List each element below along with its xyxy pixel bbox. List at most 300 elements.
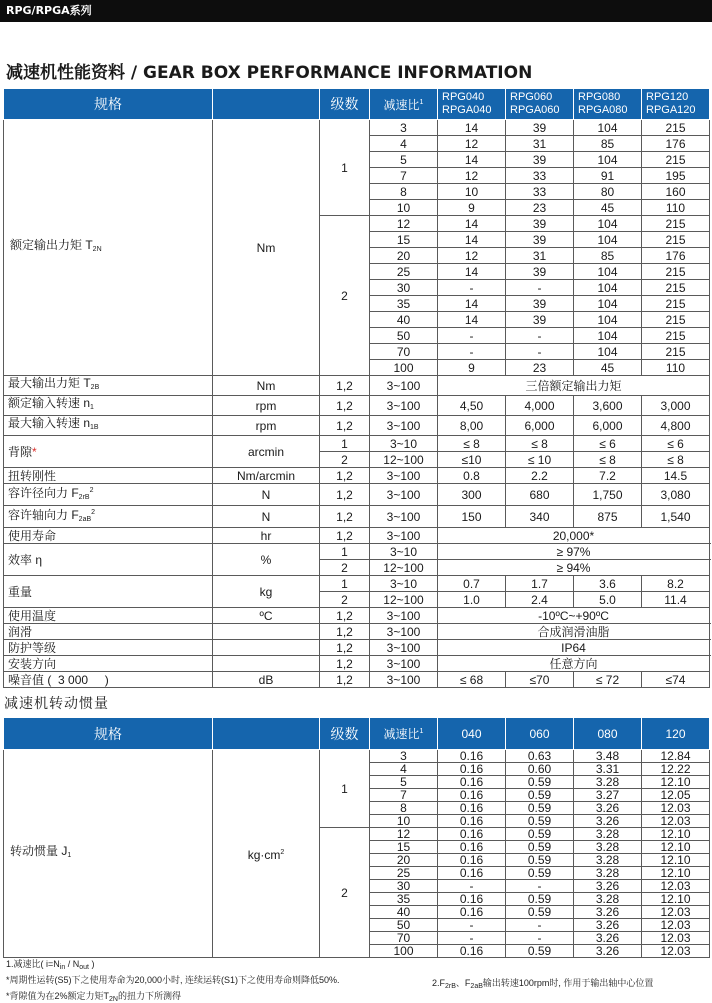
ratio-cell: 7	[370, 789, 438, 802]
value-cell: 39	[506, 216, 574, 232]
value-cell: 23	[506, 200, 574, 216]
lubrication-row	[4, 624, 710, 640]
ratio-cell: 3~10	[370, 576, 438, 592]
value-cell: 875	[574, 506, 642, 528]
value-cell: 1,540	[642, 506, 710, 528]
max-speed-unit: rpm	[213, 416, 320, 436]
temperature-row	[4, 608, 710, 624]
value-cell: 3.26	[574, 906, 642, 919]
stage-cell: 1	[320, 544, 370, 560]
value-cell: 300	[438, 484, 506, 506]
value-cell: 0.59	[506, 893, 574, 906]
value-cell: 3,080	[642, 484, 710, 506]
ratio-cell: 12~100	[370, 592, 438, 608]
ratio-cell: 4	[370, 136, 438, 152]
value-cell: 215	[642, 264, 710, 280]
value-cell: 12	[438, 168, 506, 184]
service-life-row	[4, 528, 710, 544]
ratio-cell: 3~100	[370, 656, 438, 672]
value-cell: -	[438, 328, 506, 344]
value-cell: 104	[574, 280, 642, 296]
stage-cell: 1	[320, 750, 370, 828]
value-cell: 3.28	[574, 828, 642, 841]
performance-header-row	[4, 89, 710, 120]
value-cell: 680	[506, 484, 574, 506]
value-cell: 12.03	[642, 919, 710, 932]
inertia-header-size-040: 040	[438, 718, 506, 750]
value-cell: 2.4	[506, 592, 574, 608]
protection-unit	[213, 640, 320, 656]
value-cell: 215	[642, 232, 710, 248]
max-torque-label: 最大输出力矩 $T_{2B}$	[4, 376, 213, 396]
stage-cell: 1,2	[320, 608, 370, 624]
value-cell: 104	[574, 232, 642, 248]
value-cell: 0.16	[438, 841, 506, 854]
stage-cell: 1,2	[320, 656, 370, 672]
efficiency-unit: %	[213, 544, 320, 576]
value-cell: 150	[438, 506, 506, 528]
mounting-row	[4, 656, 710, 672]
stage-cell: 1	[320, 120, 370, 216]
ratio-cell: 3~10	[370, 436, 438, 452]
efficiency-row	[4, 544, 710, 560]
inertia-header-size-060: 060	[506, 718, 574, 750]
mounting-unit	[213, 656, 320, 672]
stiffness-unit: Nm/arcmin	[213, 468, 320, 484]
value-cell: 176	[642, 248, 710, 264]
stage-cell: 1,2	[320, 468, 370, 484]
value-cell: 0.59	[506, 867, 574, 880]
inertia-header-spec-2	[213, 718, 320, 750]
value-cell: 215	[642, 344, 710, 360]
backlash-unit: arcmin	[213, 436, 320, 468]
header-model-120: RPG120 RPGA120	[642, 89, 710, 120]
value-cell: 104	[574, 312, 642, 328]
value-cell: 3.28	[574, 893, 642, 906]
value-cell: 215	[642, 312, 710, 328]
value-cell: 9	[438, 200, 506, 216]
series-label: RPG/RPGA系列	[6, 4, 92, 17]
ratio-cell: 3~10	[370, 544, 438, 560]
value-cell: 0.63	[506, 750, 574, 763]
value-cell: 3.28	[574, 841, 642, 854]
stage-cell: 1,2	[320, 376, 370, 396]
value-cell: 215	[642, 216, 710, 232]
value-cell: 14	[438, 120, 506, 136]
value-cell: 5.0	[574, 592, 642, 608]
ratio-cell: 25	[370, 264, 438, 280]
value-cell: 0.59	[506, 906, 574, 919]
inertia-header-ratio: 减速比$^1$	[370, 718, 438, 750]
value-cell: 3.26	[574, 815, 642, 828]
value-cell: 12.03	[642, 880, 710, 893]
value-cell: 14	[438, 216, 506, 232]
inertia-section-title: 减速机转动惯量	[4, 696, 109, 712]
value-cell: 12.03	[642, 802, 710, 815]
value-cell: 0.59	[506, 945, 574, 958]
value-cell: 104	[574, 344, 642, 360]
value-cell: 14	[438, 152, 506, 168]
ratio-cell: 12	[370, 216, 438, 232]
value-cell: 3.28	[574, 867, 642, 880]
stage-cell: 1,2	[320, 672, 370, 688]
value-cell: -	[506, 344, 574, 360]
value-cell: 10	[438, 184, 506, 200]
value-cell: 0.16	[438, 828, 506, 841]
stiffness-row	[4, 468, 710, 484]
inertia-header-row	[4, 718, 710, 750]
ratio-cell: 35	[370, 893, 438, 906]
header-ratio: 减速比$^1$	[370, 89, 438, 120]
note-ratio: 1.减速比( $i=N_{in} / N_{out}$ )	[6, 959, 95, 971]
value-cell: 8,00	[438, 416, 506, 436]
value-cell: 0.7	[438, 576, 506, 592]
value-cell: 3.26	[574, 802, 642, 815]
ratio-cell: 3~100	[370, 528, 438, 544]
stage-cell: 2	[320, 828, 370, 958]
value-cell: 3.26	[574, 919, 642, 932]
radial-force-label: 容许径向力 $F_{2rB}^2$	[4, 484, 213, 506]
value-cell: 9	[438, 360, 506, 376]
value-cell: 215	[642, 296, 710, 312]
inertia-unit: $kg\cdot cm^2$	[213, 750, 320, 958]
header-stage: 级数	[320, 89, 370, 120]
noise-row	[4, 672, 710, 688]
ratio-cell: 8	[370, 184, 438, 200]
efficiency-label: 效率 η	[4, 544, 213, 576]
value-cell: 160	[642, 184, 710, 200]
lubrication-label: 润滑	[4, 624, 213, 640]
ratio-cell: 12~100	[370, 560, 438, 576]
value-cell: 3,000	[642, 396, 710, 416]
note-force: $2.F_{2rB}$、$F_{2aB}$输出转速100rpm时, 作用于输出轴中心位置	[432, 978, 654, 990]
stage-cell: 2	[320, 452, 370, 468]
rated-speed-unit: rpm	[213, 396, 320, 416]
value-cell: ≤10	[438, 452, 506, 468]
value-cell: 12.03	[642, 932, 710, 945]
max-speed-label: 最大输入转速 $n_{1B}$	[4, 416, 213, 436]
inertia-header-stage: 级数	[320, 718, 370, 750]
value-cell: 0.16	[438, 750, 506, 763]
ratio-cell: 20	[370, 854, 438, 867]
value-cell: 91	[574, 168, 642, 184]
ratio-cell: 3~100	[370, 624, 438, 640]
max-torque-value: 三倍额定输出力矩	[438, 376, 710, 396]
weight-row	[4, 576, 710, 592]
torque-row	[4, 120, 710, 136]
performance-table	[3, 88, 710, 688]
value-cell: 12.03	[642, 815, 710, 828]
ratio-cell: 3~100	[370, 416, 438, 436]
value-cell: 0.59	[506, 841, 574, 854]
value-cell: 7.2	[574, 468, 642, 484]
value-cell: 340	[506, 506, 574, 528]
stage-cell: 1,2	[320, 416, 370, 436]
header-model-060: RPG060 RPGA060	[506, 89, 574, 120]
value-cell: 12.10	[642, 776, 710, 789]
service-life-unit: hr	[213, 528, 320, 544]
header-model-080: RPG080 RPGA080	[574, 89, 642, 120]
value-cell: 3.26	[574, 932, 642, 945]
ratio-cell: 25	[370, 867, 438, 880]
max-torque-unit: Nm	[213, 376, 320, 396]
value-cell: 0.16	[438, 763, 506, 776]
value-cell: 104	[574, 216, 642, 232]
value-cell: 0.16	[438, 945, 506, 958]
header-model-040: RPG040 RPGA040	[438, 89, 506, 120]
value-cell: 6,000	[574, 416, 642, 436]
value-cell: 0.59	[506, 815, 574, 828]
value-cell: 4,000	[506, 396, 574, 416]
value-cell: 195	[642, 168, 710, 184]
rated-torque-label: 额定输出力矩 $T_{2N}$	[4, 120, 213, 376]
value-cell: -	[438, 919, 506, 932]
max-torque-row	[4, 376, 710, 396]
value-cell: 0.59	[506, 802, 574, 815]
value-cell: 12	[438, 136, 506, 152]
temperature-unit: ºC	[213, 608, 320, 624]
ratio-cell: 20	[370, 248, 438, 264]
stage-cell: 1,2	[320, 640, 370, 656]
axial-force-unit: N	[213, 506, 320, 528]
noise-unit: dB	[213, 672, 320, 688]
backlash-row	[4, 436, 710, 452]
noise-label: 噪音值 ( 3 000 )	[4, 672, 213, 688]
value-cell: 31	[506, 136, 574, 152]
value-cell: 3.28	[574, 776, 642, 789]
value-cell: 3.26	[574, 880, 642, 893]
weight-unit: kg	[213, 576, 320, 608]
value-cell: 39	[506, 120, 574, 136]
value-cell: 39	[506, 264, 574, 280]
ratio-cell: 70	[370, 344, 438, 360]
ratio-cell: 15	[370, 232, 438, 248]
value-cell: 215	[642, 280, 710, 296]
value-cell: 12.03	[642, 906, 710, 919]
value-cell: 0.16	[438, 906, 506, 919]
ratio-cell: 7	[370, 168, 438, 184]
value-cell: 14	[438, 296, 506, 312]
protection-value: IP64	[438, 640, 710, 656]
value-cell: 14	[438, 264, 506, 280]
value-cell: 3.48	[574, 750, 642, 763]
stiffness-label: 扭转刚性	[4, 468, 213, 484]
value-cell: -	[438, 880, 506, 893]
ratio-cell: 30	[370, 880, 438, 893]
value-cell: ≤ 8	[574, 452, 642, 468]
stage-cell: 1,2	[320, 484, 370, 506]
value-cell: 3.26	[574, 945, 642, 958]
ratio-cell: 3~100	[370, 640, 438, 656]
ratio-cell: 3~100	[370, 484, 438, 506]
ratio-cell: 12~100	[370, 452, 438, 468]
value-cell: 104	[574, 152, 642, 168]
protection-row	[4, 640, 710, 656]
value-cell: 23	[506, 360, 574, 376]
series-header-bar	[0, 0, 712, 22]
ratio-cell: 3~100	[370, 396, 438, 416]
value-cell: ≤70	[506, 672, 574, 688]
service-life-label: 使用寿命	[4, 528, 213, 544]
value-cell: 3.31	[574, 763, 642, 776]
value-cell: 0.16	[438, 867, 506, 880]
ratio-cell: 100	[370, 360, 438, 376]
header-spec: 规格	[4, 89, 213, 120]
mounting-label: 安装方向	[4, 656, 213, 672]
radial-force-unit: N	[213, 484, 320, 506]
value-cell: 12.10	[642, 854, 710, 867]
stage-cell: 2	[320, 592, 370, 608]
note-life: *周期性运转(S5)下之使用寿命为20,000小时, 连续运转(S1)下之使用寿命则降低50%.	[6, 975, 340, 985]
ratio-cell: 4	[370, 763, 438, 776]
axial-force-row	[4, 506, 710, 528]
value-cell: 14.5	[642, 468, 710, 484]
value-cell: 6,000	[506, 416, 574, 436]
value-cell: ≤ 8	[642, 452, 710, 468]
value-cell: 0.16	[438, 893, 506, 906]
value-cell: ≤ 68	[438, 672, 506, 688]
rated-speed-label: 额定输入转速 $n_1$	[4, 396, 213, 416]
value-cell: 176	[642, 136, 710, 152]
value-cell: 12.10	[642, 867, 710, 880]
backlash-label: 背隙*	[4, 436, 213, 468]
value-cell: 12.05	[642, 789, 710, 802]
value-cell: 12.10	[642, 828, 710, 841]
value-cell: 33	[506, 184, 574, 200]
mounting-value: 任意方向	[438, 656, 710, 672]
value-cell: 12	[438, 248, 506, 264]
value-cell: 3.27	[574, 789, 642, 802]
value-cell: 2.2	[506, 468, 574, 484]
value-cell: ≤ 6	[574, 436, 642, 452]
inertia-header-size-080: 080	[574, 718, 642, 750]
value-cell: 3.28	[574, 854, 642, 867]
stage-cell: 1,2	[320, 624, 370, 640]
value-cell: 0.16	[438, 815, 506, 828]
ratio-cell: 40	[370, 312, 438, 328]
value-cell: 0.59	[506, 776, 574, 789]
temperature-value: -10ºC~+90ºC	[438, 608, 710, 624]
value-cell: 14	[438, 232, 506, 248]
page-title: 减速机性能资料 / GEAR BOX PERFORMANCE INFORMATION	[6, 63, 533, 83]
value-cell: -	[438, 280, 506, 296]
value-cell: 12.10	[642, 893, 710, 906]
value-cell: 45	[574, 200, 642, 216]
value-cell: 12.03	[642, 945, 710, 958]
ratio-cell: 35	[370, 296, 438, 312]
header-spec-2	[213, 89, 320, 120]
value-cell: 39	[506, 232, 574, 248]
value-cell: 14	[438, 312, 506, 328]
efficiency-value: ≥ 94%	[438, 560, 710, 576]
value-cell: ≤ 10	[506, 452, 574, 468]
lubrication-value: 合成润滑油脂	[438, 624, 710, 640]
value-cell: 0.16	[438, 802, 506, 815]
value-cell: 0.8	[438, 468, 506, 484]
value-cell: ≤74	[642, 672, 710, 688]
value-cell: -	[438, 344, 506, 360]
value-cell: 215	[642, 328, 710, 344]
value-cell: 104	[574, 120, 642, 136]
rated-speed-row	[4, 396, 710, 416]
value-cell: 85	[574, 248, 642, 264]
value-cell: ≤ 72	[574, 672, 642, 688]
value-cell: ≤ 8	[438, 436, 506, 452]
value-cell: 12.22	[642, 763, 710, 776]
value-cell: 1.0	[438, 592, 506, 608]
inertia-label: 转动惯量 $J_1$	[4, 750, 213, 958]
ratio-cell: 30	[370, 280, 438, 296]
radial-force-row	[4, 484, 710, 506]
ratio-cell: 40	[370, 906, 438, 919]
ratio-cell: 12	[370, 828, 438, 841]
ratio-cell: 5	[370, 776, 438, 789]
inertia-header-size-120: 120	[642, 718, 710, 750]
rated-torque-unit: Nm	[213, 120, 320, 376]
value-cell: 3,600	[574, 396, 642, 416]
stage-cell: 1	[320, 436, 370, 452]
value-cell: 12.10	[642, 841, 710, 854]
value-cell: -	[438, 932, 506, 945]
value-cell: 39	[506, 296, 574, 312]
service-life-value: 20,000*	[438, 528, 710, 544]
stage-cell: 1,2	[320, 396, 370, 416]
stage-cell: 1,2	[320, 528, 370, 544]
value-cell: 0.59	[506, 854, 574, 867]
stage-cell: 2	[320, 216, 370, 376]
value-cell: 80	[574, 184, 642, 200]
value-cell: 0.59	[506, 828, 574, 841]
ratio-cell: 10	[370, 815, 438, 828]
ratio-cell: 3~100	[370, 608, 438, 624]
value-cell: -	[506, 919, 574, 932]
value-cell: -	[506, 280, 574, 296]
value-cell: 0.16	[438, 854, 506, 867]
max-speed-row	[4, 416, 710, 436]
value-cell: 45	[574, 360, 642, 376]
ratio-cell: 3~100	[370, 468, 438, 484]
value-cell: -	[506, 880, 574, 893]
protection-label: 防护等级	[4, 640, 213, 656]
ratio-cell: 10	[370, 200, 438, 216]
value-cell: 8.2	[642, 576, 710, 592]
ratio-cell: 3	[370, 120, 438, 136]
value-cell: 110	[642, 360, 710, 376]
value-cell: 0.60	[506, 763, 574, 776]
value-cell: ≤ 6	[642, 436, 710, 452]
value-cell: 31	[506, 248, 574, 264]
inertia-header-spec: 规格	[4, 718, 213, 750]
ratio-cell: 70	[370, 932, 438, 945]
stage-cell: 1	[320, 576, 370, 592]
stage-cell: 2	[320, 560, 370, 576]
value-cell: 0.16	[438, 789, 506, 802]
value-cell: 1.7	[506, 576, 574, 592]
value-cell: 0.16	[438, 776, 506, 789]
value-cell: 85	[574, 136, 642, 152]
value-cell: 1,750	[574, 484, 642, 506]
value-cell: 39	[506, 312, 574, 328]
ratio-cell: 3~100	[370, 506, 438, 528]
value-cell: 215	[642, 120, 710, 136]
ratio-cell: 100	[370, 945, 438, 958]
value-cell: 104	[574, 328, 642, 344]
value-cell: 12.84	[642, 750, 710, 763]
inertia-row	[4, 750, 710, 763]
temperature-label: 使用温度	[4, 608, 213, 624]
ratio-cell: 3	[370, 750, 438, 763]
value-cell: 39	[506, 152, 574, 168]
